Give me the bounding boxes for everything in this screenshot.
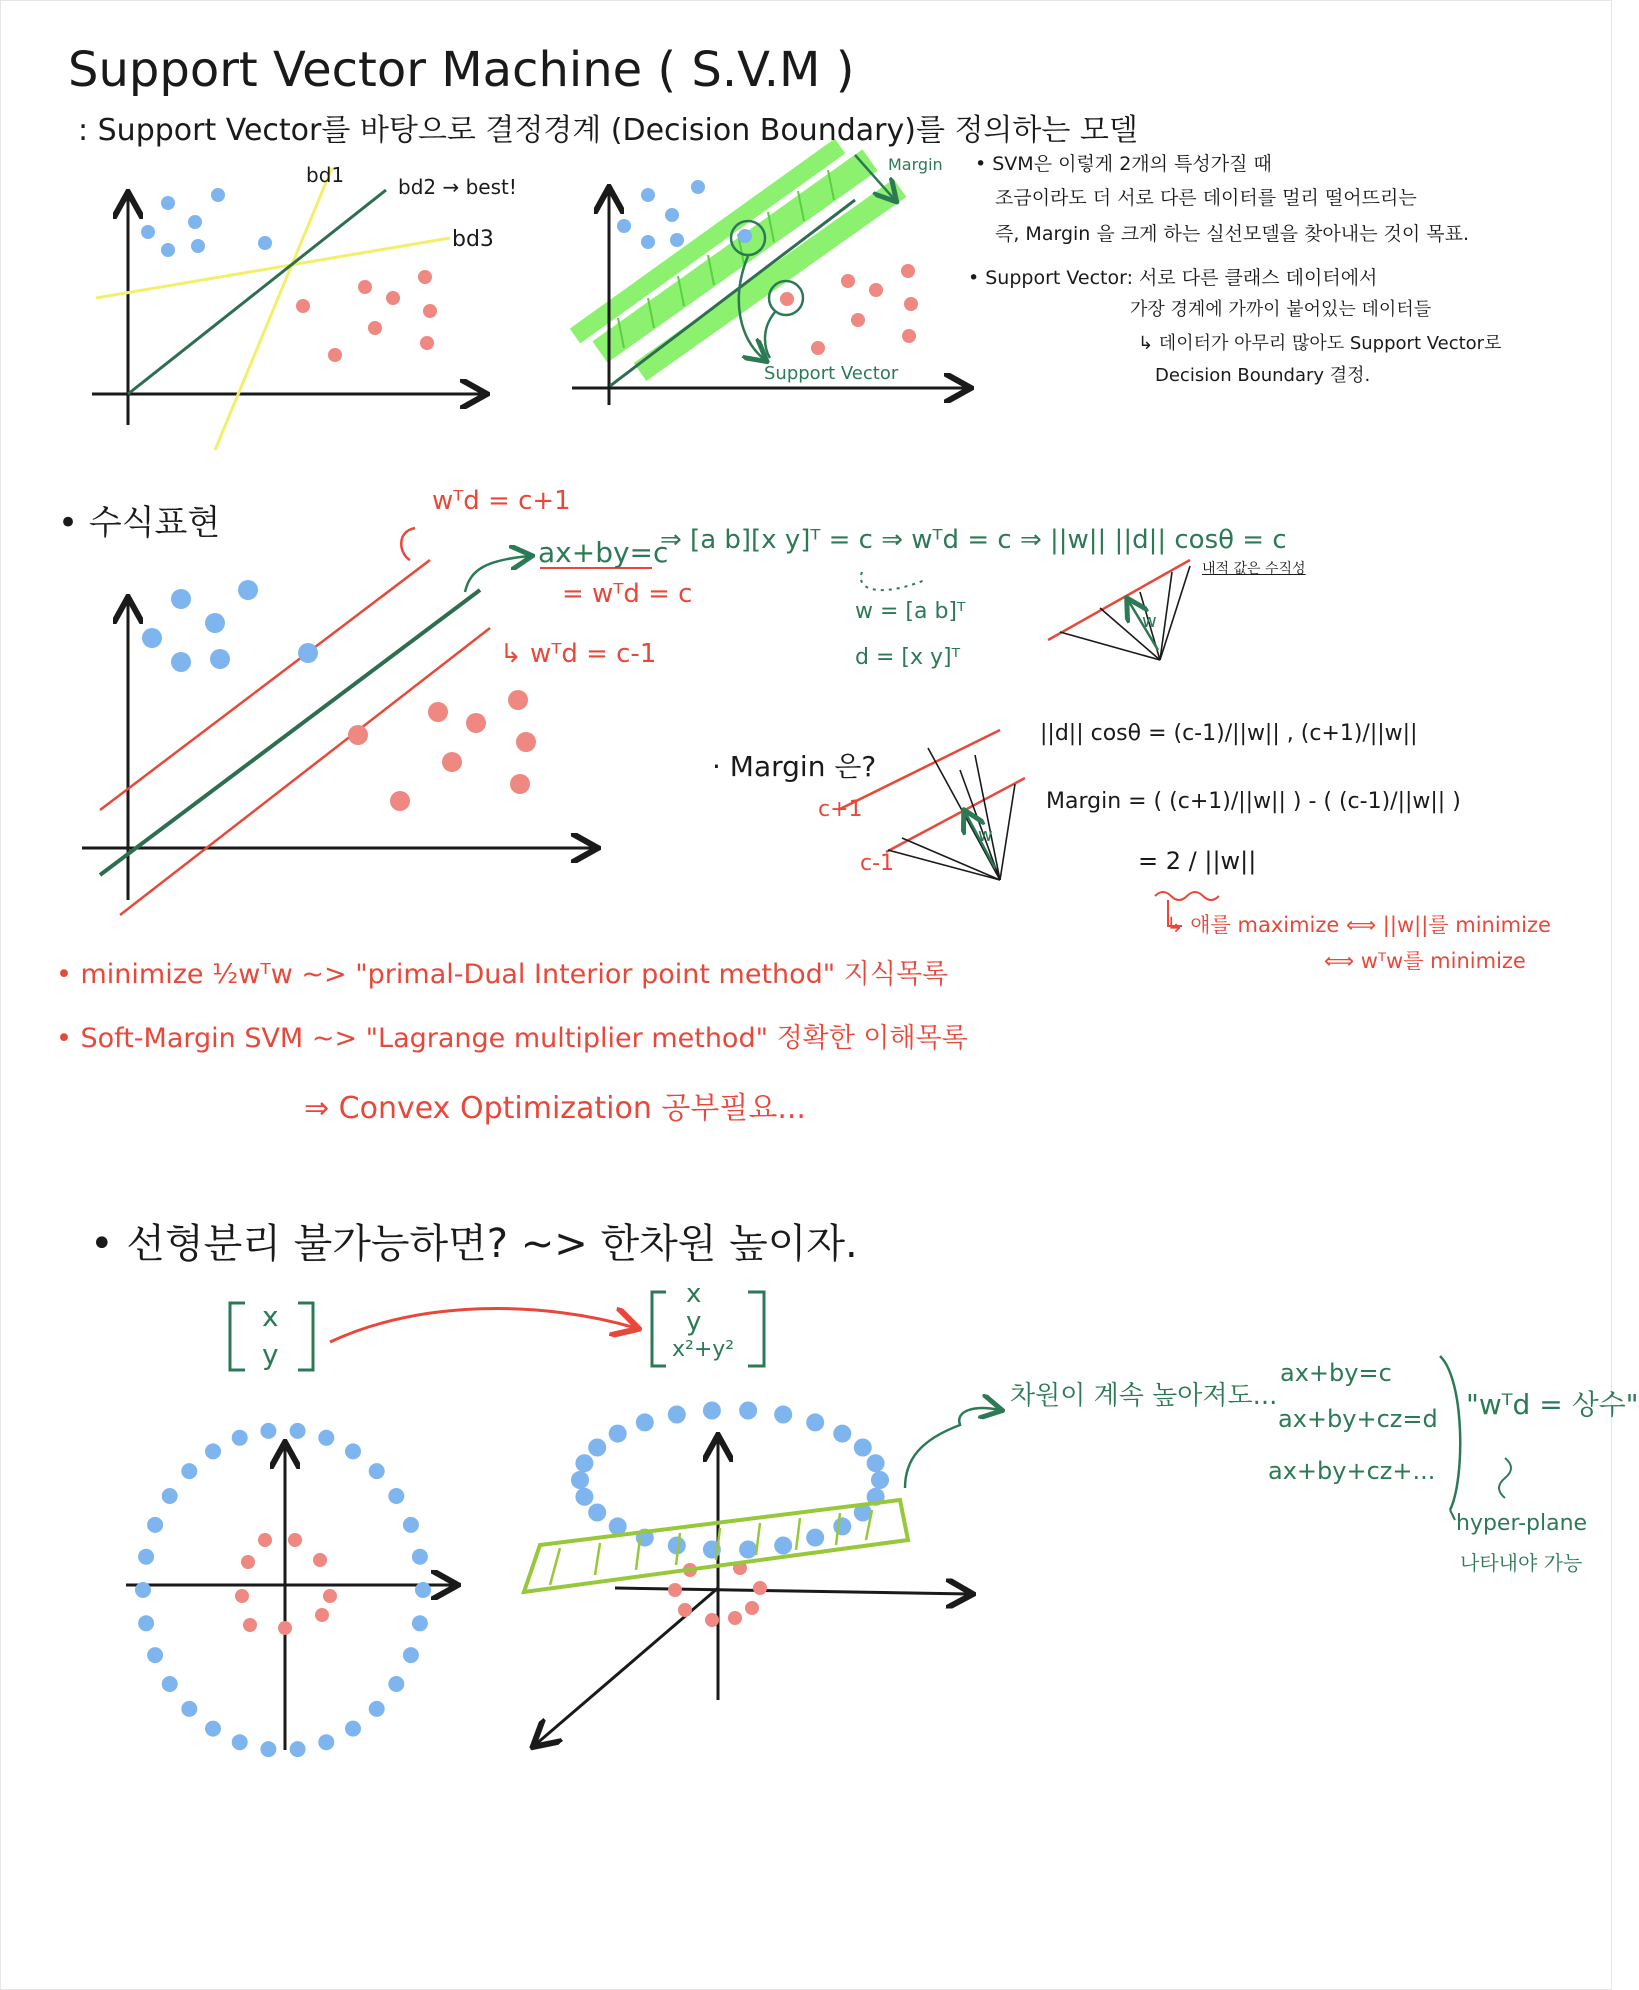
vec-right-x: x bbox=[686, 1279, 702, 1309]
ring-point bbox=[181, 1701, 197, 1717]
margin-cp1: c+1 bbox=[818, 797, 863, 822]
fig2-sv-label: Support Vector bbox=[764, 363, 899, 384]
ring-point bbox=[412, 1615, 428, 1631]
fig2-red-points bbox=[780, 264, 918, 355]
lifted-ring-point bbox=[806, 1413, 824, 1431]
lifted-ring-point bbox=[774, 1537, 792, 1555]
fig1-bd1-label: bd1 bbox=[306, 163, 345, 187]
hyperplane-note: 나타내야 가능 bbox=[1460, 1551, 1583, 1575]
fig3-upper-margin bbox=[100, 560, 430, 810]
svm-note-2: 조금이라도 더 서로 다른 데이터를 멀리 떨어뜨리는 bbox=[995, 187, 1417, 209]
lifted-ring-point bbox=[609, 1425, 627, 1443]
fig4-blue-ring bbox=[135, 1423, 431, 1757]
ring-point bbox=[138, 1549, 154, 1565]
dcos-eq: ||d|| cosθ = (c-1)/||w|| , (c+1)/||w|| bbox=[1040, 721, 1418, 746]
ring-point bbox=[415, 1582, 431, 1598]
margin-cm1: c-1 bbox=[860, 851, 895, 876]
fig1-bd3-line bbox=[96, 238, 450, 298]
eq-nd: ax+by+cz+... bbox=[1268, 1457, 1436, 1485]
fig3-lower-margin bbox=[120, 628, 490, 915]
lifted-ring-point bbox=[588, 1504, 606, 1522]
lifted-ring-point bbox=[806, 1529, 824, 1547]
eq-2d: ax+by=c bbox=[1280, 1359, 1392, 1387]
ring-point bbox=[162, 1488, 178, 1504]
fig1-bd2-line bbox=[128, 190, 386, 394]
ring-point bbox=[290, 1423, 306, 1439]
projection-w: w bbox=[1142, 611, 1157, 632]
ring-point bbox=[135, 1582, 151, 1598]
bullet-primal-dual: • minimize ½wᵀw ~> "primal-Dual Interior point method" 지식목록 bbox=[56, 959, 949, 990]
ring-point bbox=[181, 1463, 197, 1479]
sv-note-2: 가장 경계에 가까이 붙어있는 데이터들 bbox=[1130, 299, 1432, 320]
fig5-3d bbox=[524, 1402, 1000, 1746]
fig5-pointer bbox=[905, 1408, 1000, 1488]
fig2-margin-label: Margin bbox=[888, 155, 943, 174]
fig4-2d bbox=[126, 1423, 455, 1757]
lifted-ring-point bbox=[571, 1471, 589, 1489]
ring-point bbox=[369, 1463, 385, 1479]
fig3-boundary-pointer bbox=[465, 556, 530, 592]
ring-point bbox=[345, 1443, 361, 1459]
hyperplane-label: hyper-plane bbox=[1456, 1511, 1588, 1536]
margin-w: w bbox=[978, 825, 993, 846]
eq-brace bbox=[1440, 1356, 1460, 1510]
lifted-ring-point bbox=[774, 1406, 792, 1424]
vec-arrow bbox=[330, 1308, 636, 1342]
w-def: w = [a b]ᵀ bbox=[855, 599, 966, 624]
eq-chain: ⇒ [a b][x y]ᵀ = c ⇒ wᵀd = c ⇒ ||w|| ||d|| cosθ = c bbox=[660, 525, 1287, 555]
vec-right-y: y bbox=[686, 1307, 702, 1337]
ring-point bbox=[318, 1734, 334, 1750]
bullet-soft-margin: • Soft-Margin SVM ~> "Lagrange multiplier method" 정확한 이해목록 bbox=[56, 1023, 968, 1054]
lifted-ring-point bbox=[588, 1439, 606, 1457]
bullet-convex: ⇒ Convex Optimization 공부필요... bbox=[304, 1091, 806, 1126]
maximize-note-1: ↳ 얘를 maximize ⟺ ||w||를 minimize bbox=[1166, 913, 1551, 937]
lifted-ring-point bbox=[575, 1488, 593, 1506]
formula-heading: • 수식표현 bbox=[58, 503, 221, 543]
lifted-ring-point bbox=[575, 1454, 593, 1472]
ring-point bbox=[403, 1517, 419, 1533]
wtd-minus-label: ↳ wᵀd = c-1 bbox=[500, 639, 657, 669]
lifted-ring-point bbox=[636, 1413, 654, 1431]
ring-point bbox=[290, 1741, 306, 1757]
margin-result: = 2 / ||w|| bbox=[1138, 847, 1257, 875]
sv-note-3: ↳ 데이터가 아무리 많아도 Support Vector로 bbox=[1138, 333, 1502, 354]
fig3-formula bbox=[82, 528, 925, 915]
d-def: d = [x y]ᵀ bbox=[855, 645, 961, 670]
ring-point bbox=[232, 1734, 248, 1750]
eq-axby: ax+by=c bbox=[538, 536, 669, 569]
ring-point bbox=[260, 1423, 276, 1439]
lifted-ring-point bbox=[833, 1517, 851, 1535]
fig1-blue-points bbox=[141, 188, 272, 257]
lifted-ring-point bbox=[739, 1541, 757, 1559]
ring-point bbox=[147, 1517, 163, 1533]
projection-sketch-1 bbox=[1048, 560, 1190, 660]
page-title: Support Vector Machine ( S.V.M ) bbox=[68, 42, 855, 98]
lifted-ring-point bbox=[668, 1406, 686, 1424]
ring-point bbox=[403, 1647, 419, 1663]
lifted-ring-point bbox=[703, 1402, 721, 1420]
wtd-plus-label: wᵀd = c+1 bbox=[432, 486, 571, 516]
sv-note-1: • Support Vector: 서로 다른 클래스 데이터에서 bbox=[968, 267, 1378, 289]
fig1-bd1-line bbox=[215, 168, 332, 450]
ring-point bbox=[205, 1443, 221, 1459]
maximize-note-2: ⟺ wᵀw를 minimize bbox=[1324, 949, 1526, 973]
dim-note: 차원이 계속 높아져도... bbox=[1010, 1381, 1278, 1411]
vec-left-x: x bbox=[262, 1300, 279, 1333]
ring-point bbox=[162, 1676, 178, 1692]
fig1-bd3-label: bd3 bbox=[452, 227, 494, 252]
ring-point bbox=[345, 1721, 361, 1737]
eq-wtd: = wᵀd = c bbox=[562, 579, 693, 609]
fig1-red-points bbox=[296, 270, 437, 362]
fig1-bd2-label: bd2 → best! bbox=[398, 175, 517, 199]
ring-point bbox=[412, 1549, 428, 1565]
vec-right-z: x²+y² bbox=[672, 1337, 735, 1362]
ring-point bbox=[205, 1721, 221, 1737]
lifted-ring-point bbox=[739, 1402, 757, 1420]
svm-note-3: 즉, Margin 을 크게 하는 실선모델을 찾아내는 것이 목표. bbox=[995, 223, 1470, 245]
fig3-blue-points bbox=[142, 580, 318, 672]
ring-point bbox=[138, 1615, 154, 1631]
ring-point bbox=[318, 1430, 334, 1446]
ring-point bbox=[388, 1676, 404, 1692]
ring-point bbox=[147, 1647, 163, 1663]
fig3-upper-pointer bbox=[401, 528, 415, 560]
fig1-boundaries bbox=[92, 168, 484, 450]
margin-question: · Margin 은? bbox=[712, 750, 877, 783]
projection-note: 내적 값은 수직성 bbox=[1202, 561, 1306, 577]
lifted-ring-point bbox=[833, 1425, 851, 1443]
fig2-margin-band bbox=[600, 160, 870, 352]
ring-point bbox=[369, 1701, 385, 1717]
hyper-hook bbox=[1450, 1510, 1455, 1520]
lifted-ring-point bbox=[867, 1454, 885, 1472]
margin-underbrace bbox=[1155, 892, 1219, 900]
fig2-sv-pointer-2 bbox=[765, 312, 775, 358]
summary-brace bbox=[1499, 1458, 1511, 1498]
ring-point bbox=[388, 1488, 404, 1504]
svm-note-1: • SVM은 이렇게 2개의 특성가질 때 bbox=[975, 153, 1272, 175]
margin-eq: Margin = ( (c+1)/||w|| ) - ( (c-1)/||w|| ) bbox=[1046, 789, 1461, 814]
wtd-constant: "wᵀd = 상수" bbox=[1466, 1388, 1639, 1421]
lifted-ring-point bbox=[871, 1471, 889, 1489]
vec-left-y: y bbox=[262, 1338, 279, 1371]
fig3-red-points bbox=[348, 690, 536, 811]
nonlinear-heading: • 선형분리 불가능하면? ~> 한차원 높이자. bbox=[90, 1221, 858, 1267]
eq-3d: ax+by+cz=d bbox=[1278, 1405, 1438, 1433]
sv-note-4: Decision Boundary 결정. bbox=[1155, 365, 1371, 386]
page-subtitle: : Support Vector를 바탕으로 결정경계 (Decision Boundary)를 정의하는 모델 bbox=[78, 113, 1138, 148]
lifted-ring-point bbox=[854, 1439, 872, 1457]
ring-point bbox=[232, 1430, 248, 1446]
fig3-dot-arc bbox=[861, 572, 925, 590]
ring-point bbox=[260, 1741, 276, 1757]
